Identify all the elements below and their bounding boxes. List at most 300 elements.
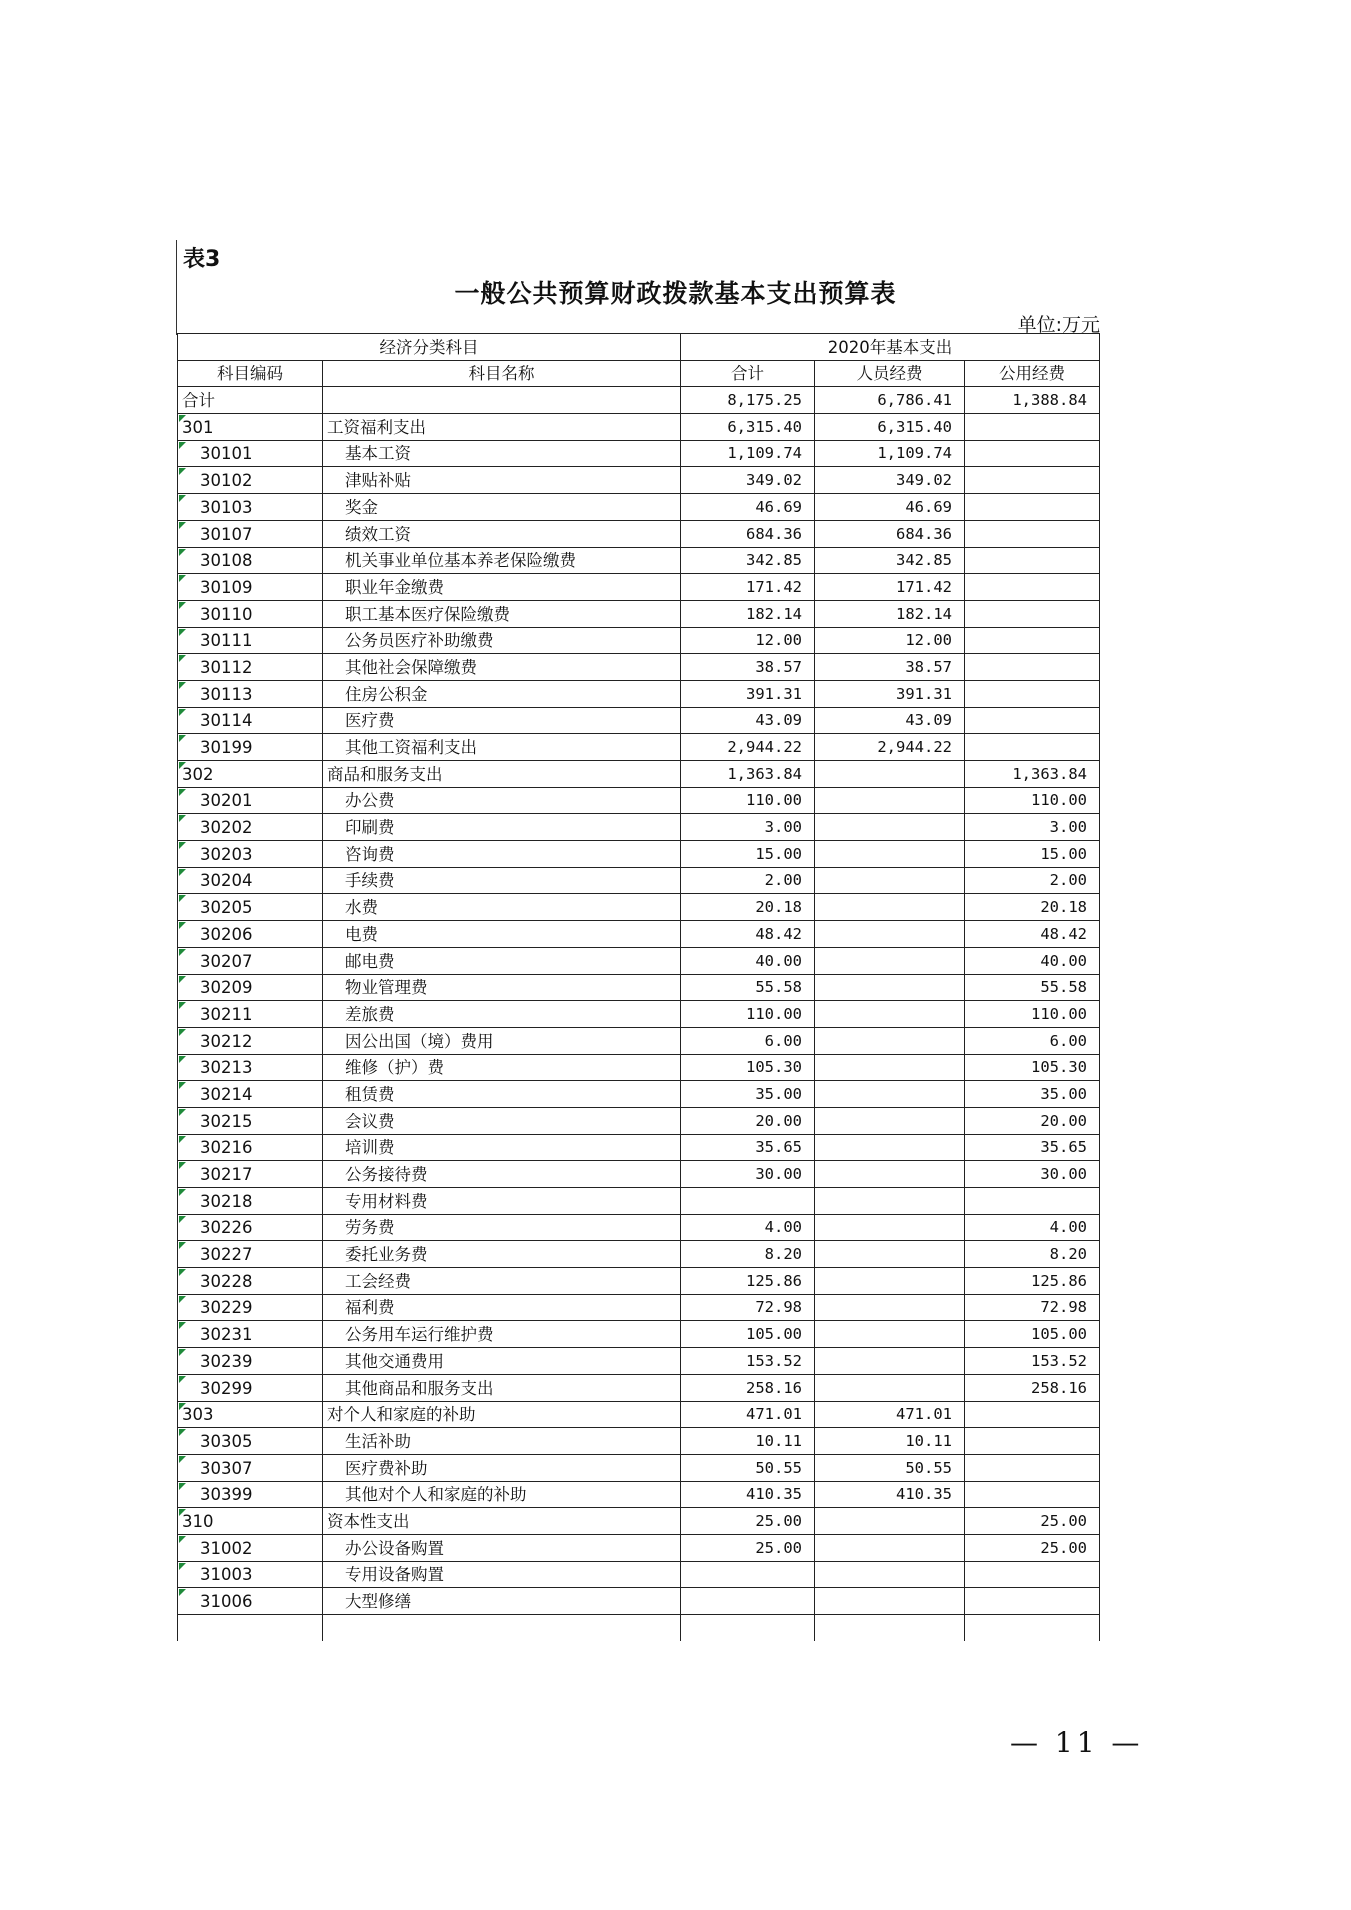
row-total-text: 25.00 [755,1511,802,1530]
cell-marker-icon [179,922,186,929]
row-total-text: 349.02 [746,471,802,490]
row-personnel [815,547,965,574]
row-personnel-text: 38.57 [905,657,952,676]
row-code-text: 30204 [200,871,253,891]
row-name [323,1508,681,1535]
row-personnel-text: 1,109.74 [877,444,952,463]
row-name-text: 公务接待费 [345,1165,428,1184]
row-total-text: 125.86 [746,1271,802,1290]
row-public-text: 4.00 [1049,1218,1087,1237]
row-public-text: 105.00 [1031,1325,1087,1344]
table-row [178,680,1100,707]
row-total [681,974,815,1001]
cell-marker-icon [179,415,186,422]
row-personnel [815,814,965,841]
budget-sheet [177,333,1099,1641]
row-code-text: 30216 [200,1138,253,1158]
document-title: 一般公共预算财政拨款基本支出预算表 [454,279,897,308]
row-public [965,1027,1100,1054]
row-name [323,1214,681,1241]
row-code-text: 30226 [200,1218,253,1238]
row-name-text: 水费 [345,898,378,918]
row-name [323,520,681,547]
row-name-text: 电费 [345,924,378,944]
row-total-text: 182.14 [746,604,802,623]
table-row [178,627,1100,654]
row-name [323,841,681,868]
row-name [323,1134,681,1161]
row-public [965,761,1100,788]
row-personnel [815,1054,965,1081]
cell-marker-icon [179,682,186,689]
row-total [681,494,815,521]
row-name-text: 福利费 [345,1298,395,1318]
row-public [965,947,1100,974]
row-public-text: 110.00 [1031,791,1087,810]
row-total-text: 3.00 [764,818,802,837]
row-public-text: 2.00 [1049,871,1087,890]
row-personnel [815,1107,965,1134]
row-code-text: 30205 [200,898,253,918]
row-total [681,894,815,921]
row-code [178,761,323,788]
row-public [965,1134,1100,1161]
row-public-text: 153.52 [1031,1351,1087,1370]
row-public-text: 258.16 [1031,1378,1087,1397]
row-code [178,547,323,574]
header-code: 科目编码 [178,360,323,387]
row-total-text: 48.42 [755,924,802,943]
row-name-text: 对个人和家庭的补助 [327,1405,476,1425]
row-personnel-text: 410.35 [896,1485,952,1504]
row-personnel [815,1161,965,1188]
row-personnel [815,1374,965,1401]
table-row [178,414,1100,441]
cutoff-cell [965,1615,1100,1641]
row-code [178,1161,323,1188]
row-code [178,1508,323,1535]
table-row [178,1534,1100,1561]
table-label: 表3 [183,247,221,272]
cutoff-cell [681,1615,815,1641]
row-total [681,414,815,441]
cell-marker-icon [179,522,186,529]
row-name-text: 其他社会保障缴费 [345,657,477,677]
cell-marker-icon [179,1189,186,1196]
row-total [681,841,815,868]
row-name [323,1561,681,1588]
row-code-text: 30229 [200,1298,253,1318]
row-personnel [815,974,965,1001]
row-total [681,1241,815,1268]
row-personnel-text: 684.36 [896,524,952,543]
table-row [178,1027,1100,1054]
row-personnel-text: 349.02 [896,471,952,490]
row-name [323,894,681,921]
row-code-text: 30217 [200,1165,253,1184]
row-public [965,921,1100,948]
table-row [178,1454,1100,1481]
row-code-text: 30299 [200,1378,253,1398]
row-total [681,600,815,627]
row-total-text: 72.98 [755,1298,802,1317]
row-personnel [815,1454,965,1481]
row-name [323,1027,681,1054]
row-code [178,1561,323,1588]
budget-table [177,333,1100,1641]
row-name-text: 其他工资福利支出 [345,738,477,757]
row-public [965,1214,1100,1241]
row-public-text: 35.00 [1040,1084,1087,1103]
row-name [323,1081,681,1108]
row-personnel [815,680,965,707]
row-name-text: 职工基本医疗保险缴费 [345,604,510,624]
row-public [965,467,1100,494]
row-personnel-text: 6,315.40 [877,417,952,436]
row-total [681,1454,815,1481]
table-row [178,761,1100,788]
row-total [681,867,815,894]
row-name [323,467,681,494]
row-personnel-text: 10.11 [905,1431,952,1450]
row-public [965,974,1100,1001]
row-public-text: 20.18 [1040,898,1087,917]
row-code [178,494,323,521]
cell-marker-icon [179,815,186,822]
row-name-text: 专用材料费 [345,1191,428,1211]
row-public [965,1508,1100,1535]
row-total [681,520,815,547]
row-code-text: 30399 [200,1485,253,1505]
row-public-text: 125.86 [1031,1271,1087,1290]
row-total [681,1107,815,1134]
row-name [323,1161,681,1188]
row-total-text: 1,109.74 [727,444,802,463]
row-code [178,574,323,601]
cell-marker-icon [179,976,186,983]
row-name-text: 生活补助 [345,1431,411,1451]
row-personnel [815,921,965,948]
row-name-text: 公务员医疗补助缴费 [345,631,494,651]
row-name-text: 商品和服务支出 [327,764,443,784]
row-public [965,1348,1100,1375]
row-total-text: 10.11 [755,1431,802,1450]
row-code [178,1054,323,1081]
row-name [323,1481,681,1508]
table-row [178,547,1100,574]
row-name [323,1241,681,1268]
table-row [178,1107,1100,1134]
table-row [178,1161,1100,1188]
row-total-text: 2,944.22 [727,738,802,756]
row-total-text: 410.35 [746,1485,802,1504]
row-personnel [815,1481,965,1508]
cell-marker-icon [179,709,186,716]
row-public-text: 72.98 [1040,1298,1087,1317]
row-public [965,707,1100,734]
row-total-text: 6.00 [764,1031,802,1050]
header-row-columns [178,360,1100,387]
row-total [681,680,815,707]
row-total [681,814,815,841]
row-total-text: 20.18 [755,898,802,917]
row-code-text: 302 [182,764,214,784]
row-total [681,734,815,761]
row-public-text: 15.00 [1040,844,1087,863]
row-public [965,1454,1100,1481]
row-code-text: 30111 [200,631,253,651]
table-row [178,1588,1100,1615]
row-name-text: 租赁费 [345,1084,395,1104]
table-row [178,1081,1100,1108]
row-total [681,1001,815,1028]
row-name-text: 物业管理费 [345,978,428,998]
cell-marker-icon [179,549,186,556]
row-code [178,1134,323,1161]
row-name [323,600,681,627]
table-row [178,1348,1100,1375]
row-public-text: 1,363.84 [1012,764,1087,783]
table-row [178,494,1100,521]
row-personnel-text: 46.69 [905,497,952,516]
row-code [178,1027,323,1054]
row-name [323,654,681,681]
row-public [965,520,1100,547]
row-total [681,467,815,494]
table-row [178,1241,1100,1268]
row-personnel-text: 182.14 [896,604,952,623]
row-public [965,574,1100,601]
cell-marker-icon [179,735,186,742]
cell-marker-icon [179,629,186,636]
row-name [323,1454,681,1481]
row-name [323,761,681,788]
row-public [965,547,1100,574]
table-row [178,974,1100,1001]
row-personnel [815,1588,965,1615]
table-row [178,600,1100,627]
table-cutoff-row [178,1615,1100,1641]
row-name [323,974,681,1001]
row-total [681,1588,815,1615]
row-name [323,1268,681,1295]
row-code-text: 30307 [200,1458,253,1478]
table-row [178,574,1100,601]
row-code [178,1374,323,1401]
row-public [965,654,1100,681]
row-name [323,1428,681,1455]
row-code [178,1588,323,1615]
row-public-text: 6.00 [1049,1031,1087,1050]
row-public-text: 105.30 [1031,1058,1087,1077]
row-total [681,1134,815,1161]
row-code-text: 30207 [200,951,253,971]
row-name-text: 委托业务费 [345,1245,428,1265]
table-row [178,520,1100,547]
row-name [323,1534,681,1561]
row-code [178,867,323,894]
row-personnel [815,1134,965,1161]
row-personnel [815,1027,965,1054]
row-total [681,1161,815,1188]
row-personnel-text: 171.42 [896,577,952,596]
row-total [681,1374,815,1401]
row-code [178,1001,323,1028]
row-code-text: 30203 [200,844,253,864]
row-total [681,1188,815,1215]
row-code-text: 30113 [200,684,253,704]
table-row [178,1268,1100,1295]
row-total [681,1294,815,1321]
row-personnel [815,707,965,734]
row-name-text: 工会经费 [345,1271,411,1291]
row-code-text: 30202 [200,818,253,838]
row-personnel [815,1428,965,1455]
row-name [323,1588,681,1615]
row-total-text: 55.58 [755,978,802,997]
cell-marker-icon [179,1563,186,1570]
row-total-text: 4.00 [764,1218,802,1237]
row-public [965,1161,1100,1188]
row-personnel [815,1188,965,1215]
row-code-text: 30211 [200,1004,253,1024]
row-public [965,1241,1100,1268]
row-total [681,1534,815,1561]
row-name-text: 会议费 [345,1111,395,1131]
table-row [178,921,1100,948]
row-code-text: 30231 [200,1325,253,1345]
row-public [965,734,1100,761]
row-code [178,1081,323,1108]
row-total-text: 43.09 [755,711,802,730]
table-row [178,1001,1100,1028]
table-row [178,1401,1100,1428]
row-public [965,814,1100,841]
row-name-text: 邮电费 [345,951,395,971]
cell-marker-icon [179,442,186,449]
row-total [681,440,815,467]
row-personnel [815,494,965,521]
row-code-text: 30107 [200,524,253,544]
row-total [681,387,815,414]
cell-marker-icon [179,1429,186,1436]
row-name [323,734,681,761]
table-row [178,707,1100,734]
row-personnel [815,1401,965,1428]
row-total-text: 2.00 [764,871,802,890]
cell-marker-icon [179,842,186,849]
row-name-text: 工资福利支出 [327,417,426,437]
row-name-text: 医疗费补助 [345,1458,428,1478]
row-personnel [815,1214,965,1241]
row-personnel-text: 6,786.41 [877,391,952,410]
row-personnel [815,414,965,441]
row-code-text: 30108 [200,551,253,571]
header-total: 合计 [681,360,815,387]
table-row [178,841,1100,868]
row-total [681,1428,815,1455]
row-name [323,414,681,441]
row-total-text: 110.00 [746,791,802,810]
cell-marker-icon [179,1456,186,1463]
cell-marker-icon [179,1322,186,1329]
row-code [178,734,323,761]
table-row [178,814,1100,841]
row-total-text: 471.01 [746,1405,802,1424]
row-total [681,787,815,814]
cell-marker-icon [179,869,186,876]
row-code-text: 30109 [200,577,253,597]
row-code [178,787,323,814]
row-total-text: 46.69 [755,497,802,516]
row-code-text: 30305 [200,1431,253,1451]
row-personnel [815,1348,965,1375]
row-code [178,414,323,441]
row-public-text: 35.65 [1040,1138,1087,1157]
row-personnel-text: 391.31 [896,684,952,703]
row-public [965,841,1100,868]
row-code-text: 30199 [200,738,253,757]
row-name [323,921,681,948]
table-row [178,1374,1100,1401]
row-code [178,1401,323,1428]
row-name-text: 手续费 [345,871,395,891]
row-name-text: 维修（护）费 [345,1058,444,1078]
row-public [965,600,1100,627]
row-code [178,974,323,1001]
row-total [681,1214,815,1241]
row-public-text: 1,388.84 [1012,391,1087,410]
row-total [681,947,815,974]
cell-marker-icon [179,1056,186,1063]
row-code-text: 30110 [200,604,253,624]
header-name: 科目名称 [323,360,681,387]
row-personnel-text: 50.55 [905,1458,952,1477]
row-public-text: 8.20 [1049,1245,1087,1264]
row-code [178,1428,323,1455]
cell-marker-icon [179,895,186,902]
row-name [323,627,681,654]
row-personnel [815,1081,965,1108]
row-total-text: 1,363.84 [727,764,802,783]
cell-marker-icon [179,1483,186,1490]
row-public [965,440,1100,467]
row-code [178,1481,323,1508]
row-name [323,440,681,467]
row-personnel [815,787,965,814]
row-public [965,1294,1100,1321]
cell-marker-icon [179,602,186,609]
row-name-text: 劳务费 [345,1218,395,1238]
row-personnel [815,600,965,627]
row-name [323,947,681,974]
row-code-text: 303 [182,1405,214,1425]
row-total-text: 391.31 [746,684,802,703]
row-code [178,1348,323,1375]
row-code-text: 30239 [200,1351,253,1371]
row-total-text: 12.00 [755,631,802,650]
row-public [965,1188,1100,1215]
row-personnel [815,1001,965,1028]
row-public-text: 25.00 [1040,1538,1087,1557]
cell-marker-icon [179,1216,186,1223]
row-total-text: 8,175.25 [727,391,802,410]
row-total [681,1027,815,1054]
row-public [965,1081,1100,1108]
row-name [323,1294,681,1321]
row-public-text: 3.00 [1049,818,1087,837]
row-personnel [815,440,965,467]
